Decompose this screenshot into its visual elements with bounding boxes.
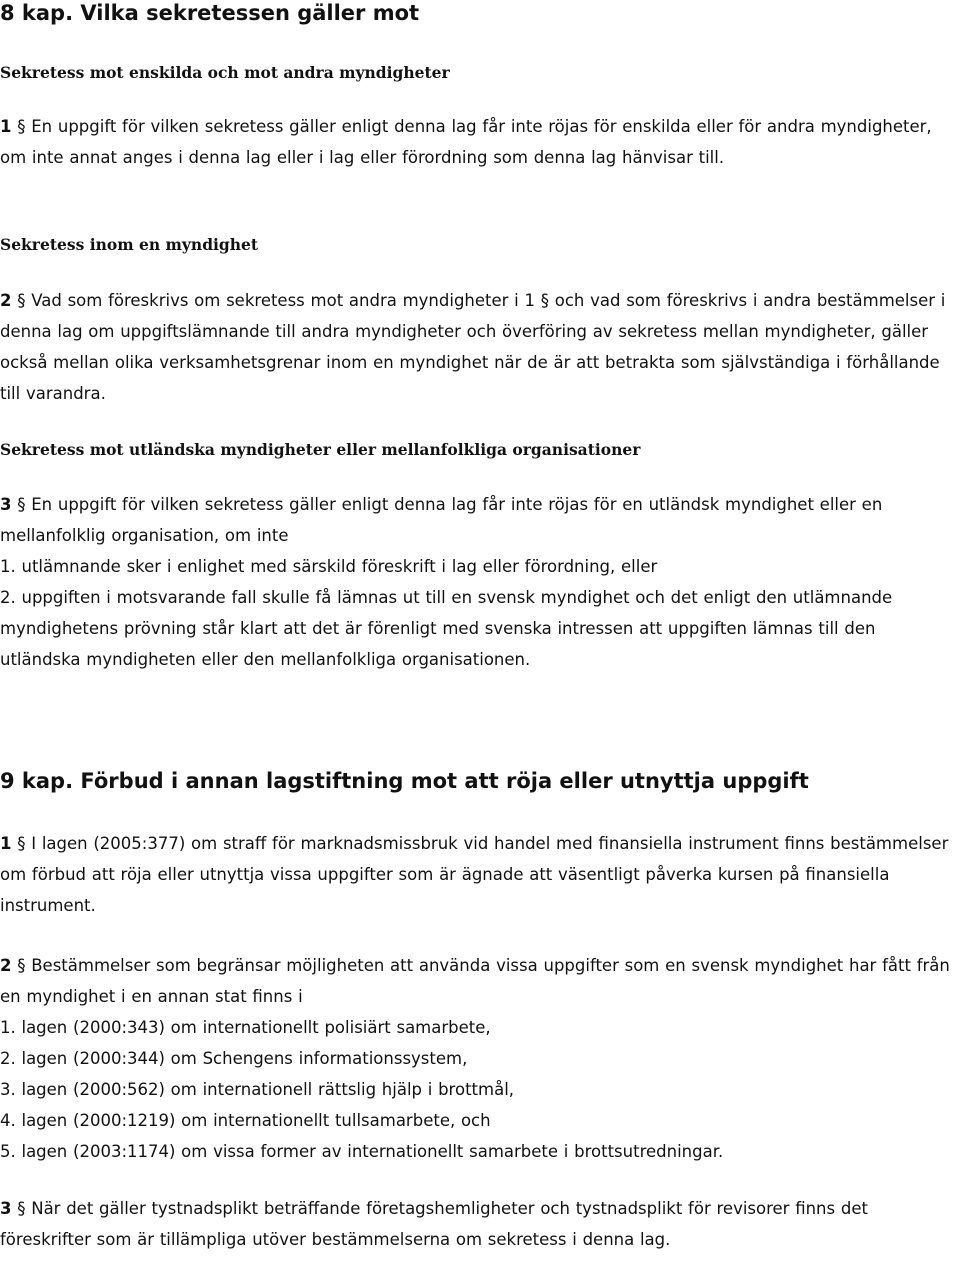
section-number: 1: [0, 834, 12, 853]
paragraph-sign-icon: §: [17, 291, 26, 310]
paragraph-sign-icon: §: [17, 834, 26, 853]
section-2-heading: Sekretess inom en myndighet: [0, 235, 259, 254]
list-item: 5. lagen (2003:1174) om vissa former av internationellt samarbete i brottsutredningar.: [0, 1142, 724, 1161]
chapter-8-section-3: [0, 489, 958, 675]
chapter-9-section-2: [0, 950, 958, 1167]
section-text: I lagen (2005:377) om straff för marknadsmissbruk vid handel med finansiella instrument finns bestämmelser om förbud att röja eller utnyttja vissa uppgifter som är ägnade att väsentligt påverka kursen på finansiella instrument.: [0, 834, 949, 915]
chapter-8-section-1: [0, 111, 958, 173]
section-3-heading: Sekretess mot utländska myndigheter eller mellanfolkliga organisationer: [0, 440, 641, 459]
section-text: En uppgift för vilken sekretess gäller enligt denna lag får inte röjas för en utländsk myndighet eller en mellanfolklig organisation, om inte: [0, 495, 883, 545]
section-text: En uppgift för vilken sekretess gäller enligt denna lag får inte röjas för enskilda eller för andra myndigheter, om inte annat anges i denna lag eller i lag eller förordning som denna lag hänvisar till.: [0, 117, 932, 167]
chapter-9-section-1: [0, 828, 958, 921]
section-number: 2: [0, 291, 12, 310]
section-text: Vad som föreskrivs om sekretess mot andra myndigheter i 1 § och vad som föreskrivs i andra bestämmelser i denna lag om uppgiftslämnande till andra myndigheter och överföring av sekretess mellan myndigheter, gäller också mellan olika verksamhetsgrenar inom en myndighet när de är att betrakta som självständiga i förhållande till varandra.: [0, 291, 946, 403]
section-text: Bestämmelser som begränsar möjligheten att använda vissa uppgifter som en svensk myndighet har fått från en myndighet i en annan stat finns i: [0, 956, 950, 1006]
section-text: När det gäller tystnadsplikt beträffande företagshemligheter och tystnadsplikt för revisorer finns det föreskrifter som är tillämpliga utöver bestämmelserna om sekretess i denna lag.: [0, 1199, 868, 1249]
list-item: 3. lagen (2000:562) om internationell rättslig hjälp i brottmål,: [0, 1080, 515, 1099]
list-item: 1. lagen (2000:343) om internationellt polisiärt samarbete,: [0, 1018, 491, 1037]
list-item: 1. utlämnande sker i enlighet med särskild föreskrift i lag eller förordning, eller: [0, 557, 658, 576]
section-number: 1: [0, 117, 12, 136]
paragraph-sign-icon: §: [17, 117, 26, 136]
list-item: 2. uppgiften i motsvarande fall skulle få lämnas ut till en svensk myndighet och det enligt den utlämnande myndighetens prövning står klart att det är förenligt med svenska intressen att uppgiften lämnas till den utländska myndigheten eller den mellanfolkliga organisationen.: [0, 588, 893, 669]
section-1-heading: Sekretess mot enskilda och mot andra myndigheter: [0, 63, 450, 82]
chapter-9-title: 9 kap. Förbud i annan lagstiftning mot att röja eller utnyttja uppgift: [0, 769, 809, 793]
section-number: 2: [0, 956, 12, 975]
chapter-8-section-2: [0, 285, 958, 409]
section-number: 3: [0, 1199, 12, 1218]
paragraph-sign-icon: §: [17, 956, 26, 975]
list-item: 4. lagen (2000:1219) om internationellt tullsamarbete, och: [0, 1111, 491, 1130]
section-number: 3: [0, 495, 12, 514]
paragraph-sign-icon: §: [17, 495, 26, 514]
chapter-9-section-3: [0, 1193, 958, 1255]
list-item: 2. lagen (2000:344) om Schengens informationssystem,: [0, 1049, 468, 1068]
chapter-8-title: 8 kap. Vilka sekretessen gäller mot: [0, 1, 420, 25]
paragraph-sign-icon: §: [17, 1199, 26, 1218]
